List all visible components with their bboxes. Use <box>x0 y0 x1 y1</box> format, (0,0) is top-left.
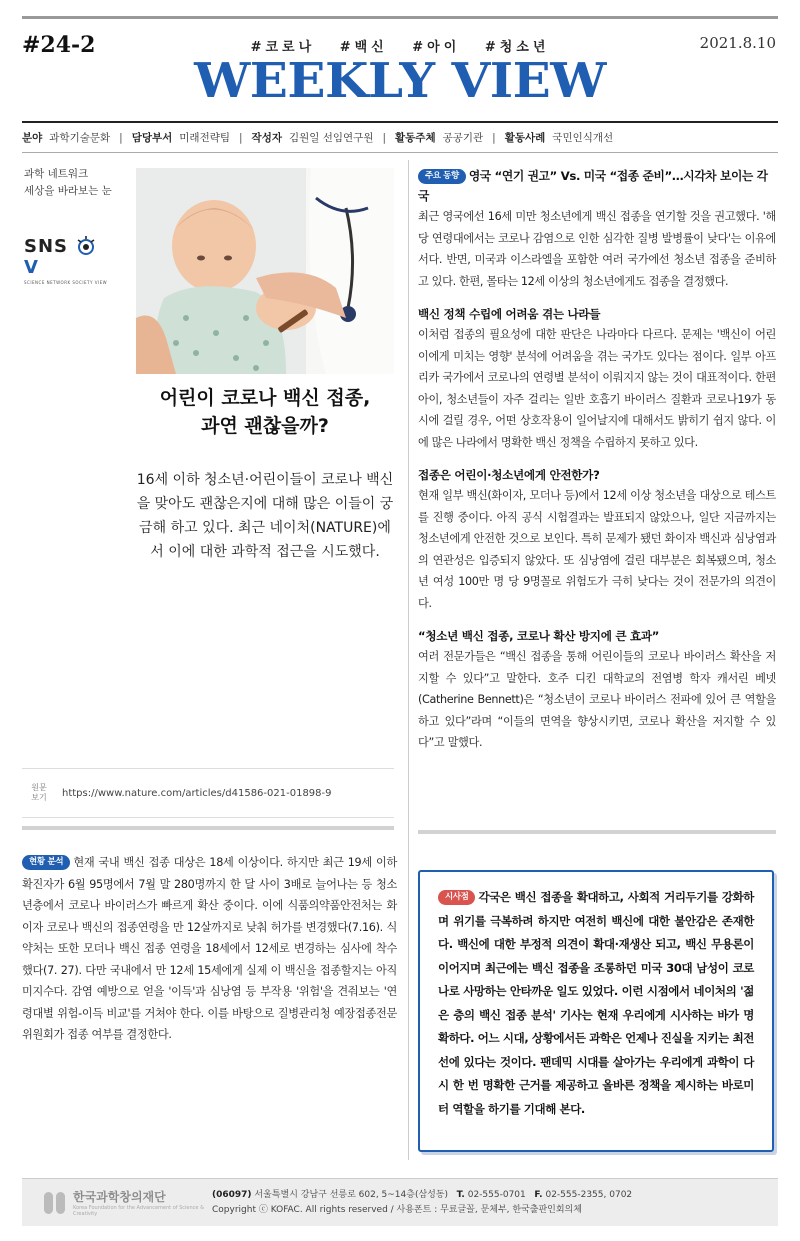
sns-view-logo <box>24 234 116 285</box>
fax-label: F. <box>534 1189 543 1200</box>
insight-badge: 시사점 <box>438 890 475 905</box>
logo-subtitle: SCIENCE NETWORK SOCIETY VIEW <box>24 280 108 285</box>
insight-box <box>418 870 774 1152</box>
insight-paragraph <box>438 886 754 1121</box>
copyright: Copyright ⓒ KOFAC. All rights reserved / 사용폰트 : 무료글꼴, 문체부, 한국출판인회의체 <box>212 1204 582 1215</box>
issue-date: 2021.8.10 <box>699 34 776 52</box>
org-name: 한국과학창의재단 <box>73 1190 166 1204</box>
hashtag[interactable]: #아이 <box>412 40 461 55</box>
title-line: 과연 괜찮을까? <box>201 415 329 437</box>
eye-icon <box>75 234 97 256</box>
title-line: 어린이 코로나 백신 접종, <box>159 387 371 409</box>
section-title: 백신 정책 수립에 어려움 겪는 나라들 <box>418 307 601 321</box>
meta-key: 작성자 <box>251 132 282 144</box>
address: 서울특별시 강남구 선릉로 602, 5~14층(삼성동) <box>254 1189 449 1200</box>
baby-vaccination-photo <box>136 168 394 374</box>
main-trend-title: 영국 “연기 권고” Vs. 미국 “접종 준비”…시각차 보이는 각국 <box>418 169 768 203</box>
meta-key: 활동사례 <box>504 132 546 144</box>
meta-key: 활동주체 <box>395 132 436 144</box>
top-rule <box>22 16 778 19</box>
logo-text: SNS <box>24 236 68 257</box>
meta-value: 국민인식개선 <box>552 132 614 144</box>
section-rule <box>418 830 776 834</box>
source-label-line: 보기 <box>31 793 47 802</box>
postcode: (06097) <box>212 1189 252 1200</box>
meta-separator: | <box>492 131 496 144</box>
section-text: 현재 일부 백신(화이자, 모더나 등)에서 12세 이상 청소년을 대상으로 테스트를 진행 중이다. 아직 공식 시험결과는 발표되지 않았으나, 일단 지금까지는 청소년에게 안전한 것으로 보인다. 특히 문제가 됐던 화이자 백신과 심낭염과의 연관성은 입증되지 않았다. 또 심낭염에 걸린 대부분은 회복됐으며, 청소년 여성 100만 명 당 9명꼴로 위험도가 극히 낮다는 것이 전문가의 의견이다. <box>418 489 776 610</box>
tel-label: T. <box>456 1189 465 1200</box>
hashtag[interactable]: #청소년 <box>484 40 550 55</box>
lead-paragraph: 16세 이하 청소년·어린이들이 코로나 백신을 맞아도 괜찮은지에 대해 많은 이들이 궁금해 하고 있다. 최근 네이처(NATURE)에서 이에 대한 과학적 접근을 시도했다. <box>136 472 394 560</box>
section-title: 접종은 어린이·청소년에게 안전한가? <box>418 468 600 482</box>
source-box <box>22 768 394 818</box>
meta-key: 분야 <box>22 132 43 144</box>
footer <box>22 1178 778 1226</box>
kofac-logo <box>22 1188 212 1217</box>
intro-line: 세상을 바라보는 눈 <box>24 185 112 197</box>
status-badge: 현황 분석 <box>22 855 70 870</box>
status-text: 현재 국내 백신 접종 대상은 18세 이상이다. 하지만 최근 19세 이하 확진자가 6월 95명에서 7월 말 280명까지 한 달 사이 3배로 늘어나는 등 청소년층에서 코로나 바이러스가 빠르게 확산 중이다. 이에 식품의약품안전처는 화이자 코로나 백신의 접종연령을 만 12살까지로 낮춰 허가를 변경했다(7.16). 식약처는 또한 모더나 백신 접종 연령을 18세에서 12세로 변경하는 심사에 착수했다(7. 27). 다만 국내에서 만 12세 15세에게 실제 이 백신을 접종할지는 아직 미지수다. 감염 예방으로 얻을 '이득'과 심낭염 등 부작용 '위험'을 견줘보는 '연령대별 위험-이득 비교'를 거쳐야 한다. 이를 바탕으로 질병관리청 예장접종전문위원회가 접종 여부를 결정한다. <box>22 856 397 1041</box>
hashtag[interactable]: #백신 <box>339 40 388 55</box>
source-link[interactable]: https://www.nature.com/articles/d41586-021-01898-9 <box>62 787 332 799</box>
meta-value: 김원일 선임연구원 <box>288 132 374 144</box>
meta-separator: | <box>239 131 243 144</box>
fax: 02-555-2355, 0702 <box>545 1189 633 1200</box>
issue-number: #24-2 <box>22 32 96 58</box>
section-text: 이처럼 접종의 필요성에 대한 판단은 나라마다 다르다. 문제는 '백신이 어린이에게 미치는 영향' 분석에 어려움을 겪는 국가도 있다는 점이다. 일부 아프리카 국가에서 코로나의 연령별 분석이 이뤄지지 않는 것이 대표적이다. 한편 아이, 청소년들이 자주 걸리는 일반 호흡기 바이러스 질환과 코로나19가 동시에 걸릴 경우, 어떤 상호작용이 일어날지에 대해서도 밝히기 쉽지 않다. 이에 많은 나라에서 명확한 백신 정책을 수립하지 못하고 있다. <box>418 328 776 449</box>
main-title <box>136 384 394 440</box>
kofac-mark-icon <box>44 1192 65 1214</box>
intro-line: 과학 네트워크 <box>24 168 89 180</box>
meta-value: 미래전략팀 <box>179 132 230 144</box>
meta-value: 공공기관 <box>442 132 484 144</box>
meta-value: 과학기술문화 <box>49 132 111 144</box>
meta-key: 담당부서 <box>131 132 173 144</box>
main-trend-heading <box>418 166 776 206</box>
insight-text: 각국은 백신 접종을 확대하고, 사회적 거리두기를 강화하며 위기를 극복하려 하지만 여전히 백신에 대한 불안감은 존재한다. 백신에 대한 부정적 의견이 확대·재생산 되고, 백신 무용론이 이어지며 최근에는 백신 접종을 조롱하던 미국 30대 남성이 코로나로 사망하는 안타까운 일도 있었다. 이런 시점에서 네이처의 '젊은 층의 백신 접종 분석' 기사는 현재 우리에게 시사하는 바가 명확하다. 어느 시대, 상황에서든 과학은 언제나 진실을 지키는 최전선에 있다는 것이다. 팬데믹 시대를 살아가는 우리에게 과학이 다시 한 번 명확한 근거를 제공하고 올바른 정책을 제시하는 바로미터 역할을 하기를 기대해 본다. <box>438 890 754 1116</box>
main-trend-text: 최근 영국에선 16세 미만 청소년에게 백신 접종을 연기할 것을 권고했다. '해당 연령대에서는 코로나 감염으로 인한 심각한 질병 발병률이 낮다'는 이유에서다. 반면, 미국과 이스라엘을 포함한 여러 국가에선 청소년 접종을 준비하고 있다. 한편, 몰타는 12세 이상의 청소년에게도 접종을 결정했다. <box>418 210 776 288</box>
masthead-title: WEEKLY VIEW <box>194 52 606 109</box>
meta-separator: | <box>382 131 387 144</box>
logo-v: V <box>24 257 39 278</box>
section-title: “청소년 백신 접종, 코로나 확산 방지에 큰 효과” <box>418 629 660 643</box>
source-label-line: 원문 <box>31 783 47 792</box>
meta-bar <box>22 121 778 153</box>
section-text: 여러 전문가들은 “백신 접종을 통해 어린이들의 코로나 바이러스 확산을 저지할 수 있다”고 말한다. 호주 디킨 대학교의 전염병 학자 캐서린 베넷(Catherine Bennett)은 “청소년이 코로나 바이러스 전파에 있어 큰 역할을 하고 있다”라며 “이들의 면역을 향상시키면, 코로나 확산을 저지할 수 있다”고 말했다. <box>418 650 776 749</box>
main-trend-badge: 주요 동향 <box>418 169 466 184</box>
status-analysis <box>22 852 397 1046</box>
meta-separator: | <box>119 131 123 144</box>
left-intro <box>24 166 112 200</box>
section-rule <box>22 826 394 830</box>
footer-info <box>212 1188 632 1218</box>
column-divider <box>408 160 409 1160</box>
tel: 02-555-0701 <box>467 1189 526 1200</box>
org-subtitle: Korea Foundation for the Advancement of Science & Creativity <box>73 1205 204 1217</box>
source-label <box>22 783 56 803</box>
right-column <box>418 166 776 754</box>
hashtag[interactable]: #코로나 <box>250 40 316 55</box>
